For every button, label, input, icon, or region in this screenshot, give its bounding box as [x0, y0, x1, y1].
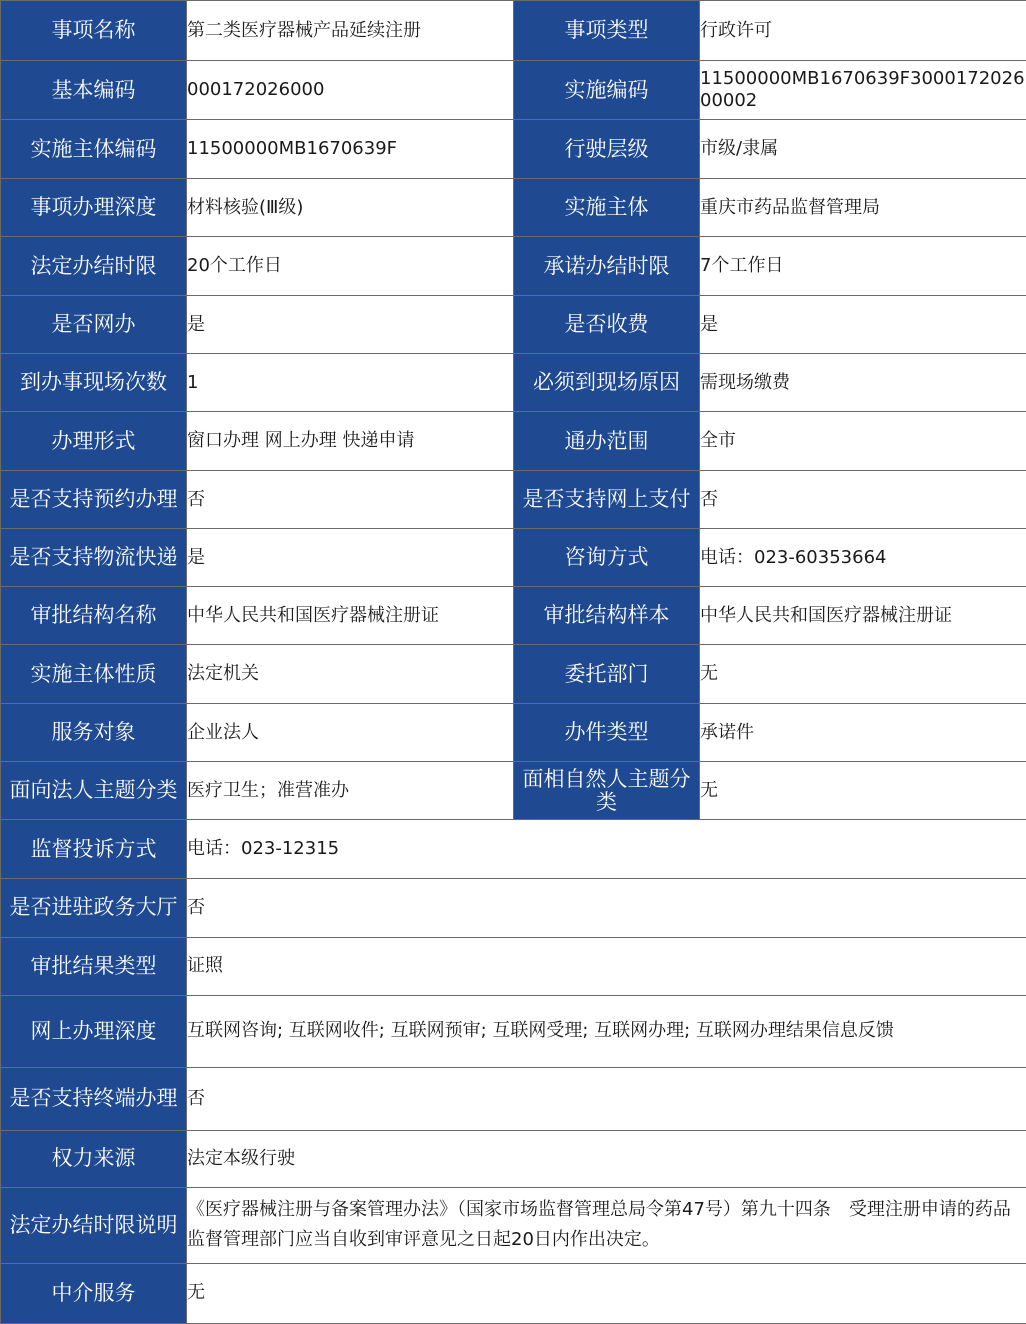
field-label: 法定办结时限: [1, 237, 187, 296]
table-row: [1, 587, 1026, 645]
table-row: [1, 820, 1026, 879]
table-row: [1, 995, 1026, 1067]
field-label: 网上办理深度: [1, 995, 187, 1067]
field-value: 无: [187, 1263, 1026, 1323]
table-row: [1, 1263, 1026, 1323]
field-label: 实施主体编码: [1, 120, 187, 179]
field-label: 是否支持终端办理: [1, 1067, 187, 1130]
field-label: 事项类型: [514, 1, 700, 61]
field-value: 是: [187, 296, 514, 354]
field-label: 审批结构样本: [514, 587, 700, 645]
field-value: 法定本级行驶: [187, 1130, 1026, 1187]
field-value: 全市: [700, 412, 1026, 471]
field-label: 是否支持网上支付: [514, 471, 700, 529]
table-row: [1, 762, 1026, 820]
field-label: 行驶层级: [514, 120, 700, 179]
field-value: 证照: [187, 937, 1026, 995]
field-value: 否: [700, 471, 1026, 529]
field-value: 无: [700, 645, 1026, 704]
field-value: 否: [187, 1067, 1026, 1130]
table-row: [1, 120, 1026, 179]
field-value: 行政许可: [700, 1, 1026, 61]
field-value: 是: [187, 529, 514, 587]
field-label: 是否收费: [514, 296, 700, 354]
table-row: [1, 879, 1026, 937]
field-value: 电话：023-12315: [187, 820, 1026, 879]
field-label: 事项办理深度: [1, 179, 187, 237]
field-label: 到办事现场次数: [1, 354, 187, 412]
field-label: 必须到现场原因: [514, 354, 700, 412]
field-label: 权力来源: [1, 1130, 187, 1187]
field-label: 是否进驻政务大厅: [1, 879, 187, 937]
field-label: 面向法人主题分类: [1, 762, 187, 820]
field-label: 法定办结时限说明: [1, 1187, 187, 1263]
field-label: 实施编码: [514, 61, 700, 120]
field-value: 窗口办理 网上办理 快递申请: [187, 412, 514, 471]
table-row: [1, 937, 1026, 995]
table-row: [1, 354, 1026, 412]
field-label: 是否支持物流快递: [1, 529, 187, 587]
field-label: 是否支持预约办理: [1, 471, 187, 529]
field-value: 无: [700, 762, 1026, 820]
table-row: [1, 1067, 1026, 1130]
field-value: 法定机关: [187, 645, 514, 704]
field-value: 医疗卫生；准营准办: [187, 762, 514, 820]
field-value: 第二类医疗器械产品延续注册: [187, 1, 514, 61]
field-label: 是否网办: [1, 296, 187, 354]
field-label: 事项名称: [1, 1, 187, 61]
field-label: 委托部门: [514, 645, 700, 704]
field-label: 办件类型: [514, 704, 700, 762]
table-row: [1, 529, 1026, 587]
table-row: [1, 471, 1026, 529]
field-value: 中华人民共和国医疗器械注册证: [187, 587, 514, 645]
field-value: 承诺件: [700, 704, 1026, 762]
field-label: 面相自然人主题分类: [514, 762, 700, 820]
field-value: 企业法人: [187, 704, 514, 762]
field-value: 互联网咨询; 互联网收件; 互联网预审; 互联网受理; 互联网办理; 互联网办理结果信息反馈: [187, 995, 1026, 1067]
field-label: 服务对象: [1, 704, 187, 762]
field-label: 咨询方式: [514, 529, 700, 587]
field-label: 审批结构名称: [1, 587, 187, 645]
field-value: 材料核验(Ⅲ级): [187, 179, 514, 237]
field-value: 000172026000: [187, 61, 514, 120]
field-value: 否: [187, 879, 1026, 937]
field-value: 是: [700, 296, 1026, 354]
field-value: 1: [187, 354, 514, 412]
field-label: 承诺办结时限: [514, 237, 700, 296]
field-label: 监督投诉方式: [1, 820, 187, 879]
table-row: [1, 179, 1026, 237]
table-row: [1, 1, 1026, 61]
table-row: [1, 237, 1026, 296]
table-row: [1, 645, 1026, 704]
field-label: 实施主体性质: [1, 645, 187, 704]
field-value: 中华人民共和国医疗器械注册证: [700, 587, 1026, 645]
table-row: [1, 704, 1026, 762]
table-row: [1, 1187, 1026, 1263]
matter-info-body: [1, 1, 1026, 1324]
field-value: 11500000MB1670639F: [187, 120, 514, 179]
table-row: [1, 296, 1026, 354]
table-row: [1, 1130, 1026, 1187]
field-value: 20个工作日: [187, 237, 514, 296]
field-value: 7个工作日: [700, 237, 1026, 296]
field-label: 审批结果类型: [1, 937, 187, 995]
field-label: 办理形式: [1, 412, 187, 471]
field-value: 市级/隶属: [700, 120, 1026, 179]
field-label: 通办范围: [514, 412, 700, 471]
field-value: 需现场缴费: [700, 354, 1026, 412]
field-value: 否: [187, 471, 514, 529]
field-label: 中介服务: [1, 1263, 187, 1323]
field-value: 11500000MB1670639F300017202600002: [700, 61, 1026, 120]
table-row: [1, 412, 1026, 471]
field-label: 基本编码: [1, 61, 187, 120]
field-value: 电话：023-60353664: [700, 529, 1026, 587]
field-value: 《医疗器械注册与备案管理办法》（国家市场监督管理总局令第47号）第九十四条 受理注册申请的药品监督管理部门应当自收到审评意见之日起20日内作出决定。: [187, 1187, 1026, 1263]
field-label: 实施主体: [514, 179, 700, 237]
field-value: 重庆市药品监督管理局: [700, 179, 1026, 237]
table-row: [1, 61, 1026, 120]
